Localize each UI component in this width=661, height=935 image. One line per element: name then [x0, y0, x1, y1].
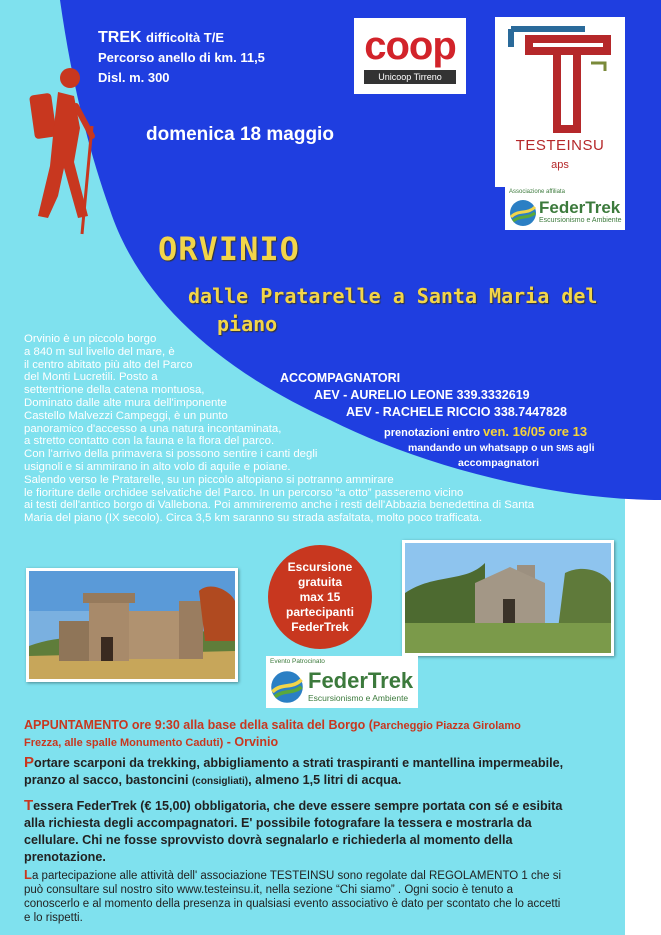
page-subtitle-line2: piano [217, 312, 278, 336]
description-line: a 840 m sul livello del mare, è [24, 345, 175, 358]
hiker-icon [18, 66, 96, 236]
event-date: domenica 18 maggio [146, 124, 334, 145]
description-line: le fioriture delle orchidee selvatiche del Parco. In un percorso “a otto” passeremo vicino [24, 486, 464, 499]
card-text-1: essera FederTrek (€ 15,00) obbligatoria, che deve essere sempre portata con sé e esibita [33, 799, 563, 813]
federtrek-globe-icon [509, 199, 537, 227]
description-line: settentrione della catena montuosa, [24, 384, 205, 397]
booking-deadline: ven. 16/05 ore 13 [483, 424, 588, 439]
note-text-2: può consultare sul nostro sito www.testeinsu.it, nella sezione “Chi siamo” . Ogni socio è tenuto a [24, 884, 513, 896]
trek-label: TREK [98, 29, 142, 46]
trek-dislivello: Disl. m. 300 [98, 70, 170, 85]
guide-1: AEV - AURELIO LEONE 339.3332619 [314, 388, 530, 402]
guides-heading: ACCOMPAGNATORI [280, 371, 401, 385]
card-text-4: prenotazione. [24, 850, 106, 864]
badge-line: max 15 [299, 589, 341, 604]
trek-info [98, 28, 265, 88]
coop-logo-text: coop [364, 24, 456, 68]
testeinsu-aps: aps [551, 159, 569, 171]
description-line: il centro abitato più alto del Parco [24, 358, 193, 371]
federtrek-event-sub: Escursionismo e Ambiente [308, 693, 409, 703]
trek-difficulty: difficoltà T/E [146, 30, 225, 45]
booking-line [384, 424, 587, 439]
booking-method-text2: agli [576, 442, 595, 454]
badge-line: FederTrek [291, 619, 349, 634]
meeting-place: Parcheggio Piazza Girolamo [372, 720, 521, 732]
trek-percorso: Percorso anello di km. 11,5 [98, 50, 265, 65]
federtrek-name: FederTrek [539, 198, 621, 217]
description-line: ai testi dell'antico borgo di Vallebona. Poi ammireremo anche i resti dell'Abbazia benedettina di Santa [24, 499, 535, 512]
federtrek-event-name: FederTrek [308, 668, 414, 693]
federtrek-sub: Escursionismo e Ambiente [539, 217, 622, 224]
federtrek-globe-icon [270, 670, 304, 704]
rules-note [24, 868, 624, 925]
testeinsu-logo [495, 17, 625, 187]
card-text-3: cellulare. Chi ne fosse sprovvisto dovrà segnalarlo e richiederla al momento della [24, 833, 513, 847]
coop-logo [354, 18, 466, 94]
free-excursion-badge [268, 545, 372, 649]
booking-method-line2: accompagnatori [458, 457, 540, 469]
equipment-initial: P [24, 754, 35, 771]
description-line: Castello Malvezzi Campeggi, è un punto [24, 409, 228, 422]
card-initial: T [24, 797, 34, 814]
equipment-paragraph [24, 754, 624, 790]
booking-method-text: mandando un whatsapp o un [408, 442, 554, 454]
badge-line: gratuita [297, 574, 342, 589]
federtrek-small-top: Associazione affiliata [509, 189, 565, 195]
note-text-1: a partecipazione alle attività dell' associazione TESTEINSU sono regolate dal REGOLAMENTO 1 che si [31, 870, 562, 882]
meeting-place-2: Frezza, alle spalle Monumento Caduti) [24, 737, 224, 749]
description-line: del Monti Lucretili. Posto a [24, 371, 158, 384]
meeting-point [24, 717, 624, 751]
testeinsu-t-icon [495, 17, 625, 137]
guide-2: AEV - RACHELE RICCIO 338.7447828 [346, 405, 567, 419]
badge-line: partecipanti [285, 604, 354, 619]
equipment-text-1: ortare scarponi da trekking, abbigliamento a strati traspiranti e mantellina impermeabile, [34, 756, 564, 770]
federtrek-logo-top [505, 187, 625, 230]
equipment-consigliati: (consigliati) [191, 776, 249, 787]
description-line: panoramico d'accesso a una natura incontaminata, [24, 422, 282, 435]
federtrek-event-top: Evento Patrocinato [270, 658, 325, 665]
church-photo [402, 540, 614, 656]
description-line: a stretto contatto con la fauna e la flora del parco. [24, 435, 275, 448]
badge-line: Escursione [287, 559, 353, 574]
booking-sms: SMS [556, 444, 574, 453]
federtrek-logo-event [266, 656, 418, 708]
meeting-destination: - Orvinio [223, 735, 279, 749]
church-image [405, 543, 611, 653]
booking-label: prenotazioni entro [384, 427, 480, 439]
note-text-3: conoscerlo e al momento della presenza in qualsiasi evento associativo è dato per scontato che lo accetti [24, 898, 561, 910]
coop-logo-sub: Unicoop Tirreno [364, 70, 456, 84]
description-line: Maria del piano (IX secolo). Circa 3,5 km saranno su strada asfaltata, molto poco trafficata. [24, 512, 483, 525]
description-line: Orvinio è un piccolo borgo [24, 333, 157, 345]
equipment-text-2: pranzo al sacco, bastoncini [24, 773, 192, 787]
description-line: Salendo verso le Pratarelle, su un piccolo altopiano si potranno ammirare [24, 473, 394, 486]
page-subtitle-line1: dalle Pratarelle a Santa Maria del [188, 284, 598, 308]
castle-image [29, 571, 235, 679]
note-initial: L [24, 867, 32, 882]
description-line: Con l'arrivo della primavera si possono sentire i canti degli [24, 448, 318, 461]
description-line: Dominato dalle alte mura dell'imponente [24, 396, 227, 409]
card-paragraph [24, 797, 624, 866]
meeting-lead: APPUNTAMENTO ore 9:30 alla base della salita del Borgo ( [24, 718, 373, 732]
page-title: ORVINIO [158, 230, 300, 268]
card-text-2: alla richiesta degli accompagnatori. E' possibile fotografare la tessera e mostrarla da [24, 816, 532, 830]
castle-photo [26, 568, 238, 682]
booking-method [408, 442, 595, 454]
description-line: usignoli e si ammirano in alto volo di aquile e poiane. [24, 460, 291, 473]
note-text-4: e lo rispetti. [24, 912, 83, 924]
testeinsu-name: TESTEINSU [515, 137, 605, 154]
equipment-text-3: , almeno 1,5 litri di acqua. [248, 773, 402, 787]
